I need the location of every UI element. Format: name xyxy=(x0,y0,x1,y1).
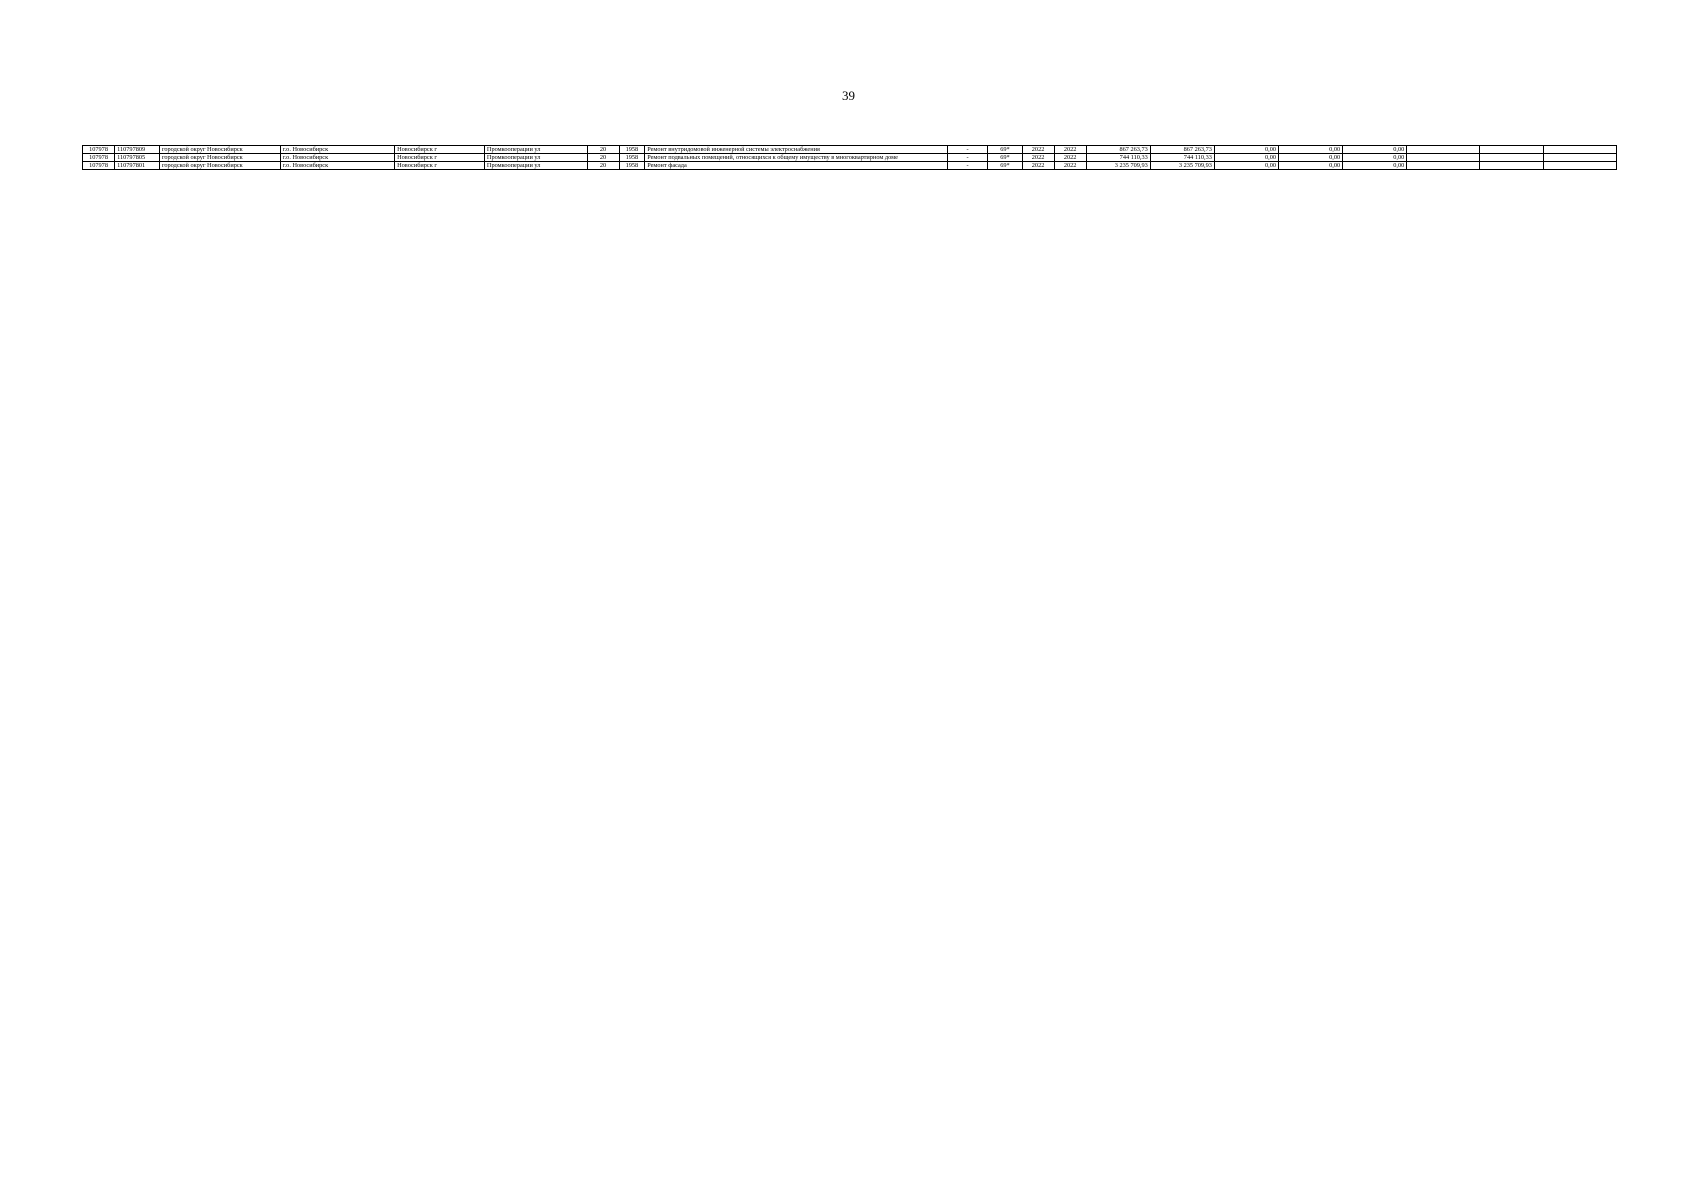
table-cell: 110797801 xyxy=(115,162,160,170)
table-cell: городской округ Новосибирск xyxy=(159,154,280,162)
table-cell: городской округ Новосибирск xyxy=(159,162,280,170)
table-cell: - xyxy=(947,162,988,170)
table-cell: 0,00 xyxy=(1343,162,1407,170)
table-cell: - xyxy=(947,146,988,154)
table-cell xyxy=(1479,162,1543,170)
table-cell: 2022 xyxy=(1022,146,1054,154)
table-cell: Промкооперации ул xyxy=(484,162,587,170)
table-cell: Новосибирск г xyxy=(395,154,485,162)
table-cell: г.о. Новосибирск xyxy=(280,162,394,170)
table-cell: 2022 xyxy=(1054,146,1086,154)
table-cell xyxy=(1407,154,1480,162)
table-cell: 2022 xyxy=(1022,154,1054,162)
table-cell: г.о. Новосибирск xyxy=(280,154,394,162)
table-cell: 69* xyxy=(988,162,1022,170)
table-cell: 69* xyxy=(988,154,1022,162)
table-cell: г.о. Новосибирск xyxy=(280,146,394,154)
table-cell: 3 235 709,93 xyxy=(1150,162,1214,170)
table-cell: 110797805 xyxy=(115,154,160,162)
table-cell: 867 263,73 xyxy=(1150,146,1214,154)
table-cell: 867 263,73 xyxy=(1086,146,1150,154)
table-cell: Ремонт подвальных помещений, относящихся к общему имуществу в многоквартирном доме xyxy=(645,154,948,162)
table-row xyxy=(83,146,1617,154)
table-cell xyxy=(1544,154,1617,162)
table-cell xyxy=(1544,162,1617,170)
table-cell: 744 110,33 xyxy=(1086,154,1150,162)
table-cell: 2022 xyxy=(1054,154,1086,162)
table-cell: 0,00 xyxy=(1279,162,1343,170)
table-cell: 20 xyxy=(587,154,619,162)
table-cell: 2022 xyxy=(1054,162,1086,170)
table-cell xyxy=(1407,162,1480,170)
page-number: 39 xyxy=(842,88,855,103)
table-cell: 1958 xyxy=(619,154,645,162)
table-cell: 107978 xyxy=(83,162,115,170)
table-cell: 107978 xyxy=(83,146,115,154)
table-cell: 0,00 xyxy=(1279,146,1343,154)
registry-table xyxy=(82,145,1617,170)
table-cell: 0,00 xyxy=(1343,146,1407,154)
table-cell: 744 110,33 xyxy=(1150,154,1214,162)
table-row xyxy=(83,154,1617,162)
table-cell: 1958 xyxy=(619,162,645,170)
table-cell: 20 xyxy=(587,162,619,170)
table-cell: 0,00 xyxy=(1214,146,1278,154)
table-cell xyxy=(1479,146,1543,154)
table-cell: Промкооперации ул xyxy=(484,146,587,154)
table-cell: 1958 xyxy=(619,146,645,154)
table-cell: 107978 xyxy=(83,154,115,162)
table-cell: 0,00 xyxy=(1214,154,1278,162)
table-cell: 69* xyxy=(988,146,1022,154)
table-cell: 3 235 709,93 xyxy=(1086,162,1150,170)
table-cell: 110797809 xyxy=(115,146,160,154)
table-cell: Ремонт внутридомовой инженерной системы электроснабжения xyxy=(645,146,948,154)
table-cell: Новосибирск г xyxy=(395,162,485,170)
table-row xyxy=(83,162,1617,170)
table-cell xyxy=(1479,154,1543,162)
table-cell: Новосибирск г xyxy=(395,146,485,154)
table-cell xyxy=(1407,146,1480,154)
table-cell: 20 xyxy=(587,146,619,154)
table-cell: - xyxy=(947,154,988,162)
table-cell: 0,00 xyxy=(1214,162,1278,170)
table-cell: городской округ Новосибирск xyxy=(159,146,280,154)
table-cell: 0,00 xyxy=(1343,154,1407,162)
table-cell: Промкооперации ул xyxy=(484,154,587,162)
table-cell: 0,00 xyxy=(1279,154,1343,162)
table-cell: Ремонт фасада xyxy=(645,162,948,170)
table-cell: 2022 xyxy=(1022,162,1054,170)
table-cell xyxy=(1544,146,1617,154)
registry-body xyxy=(83,146,1617,170)
